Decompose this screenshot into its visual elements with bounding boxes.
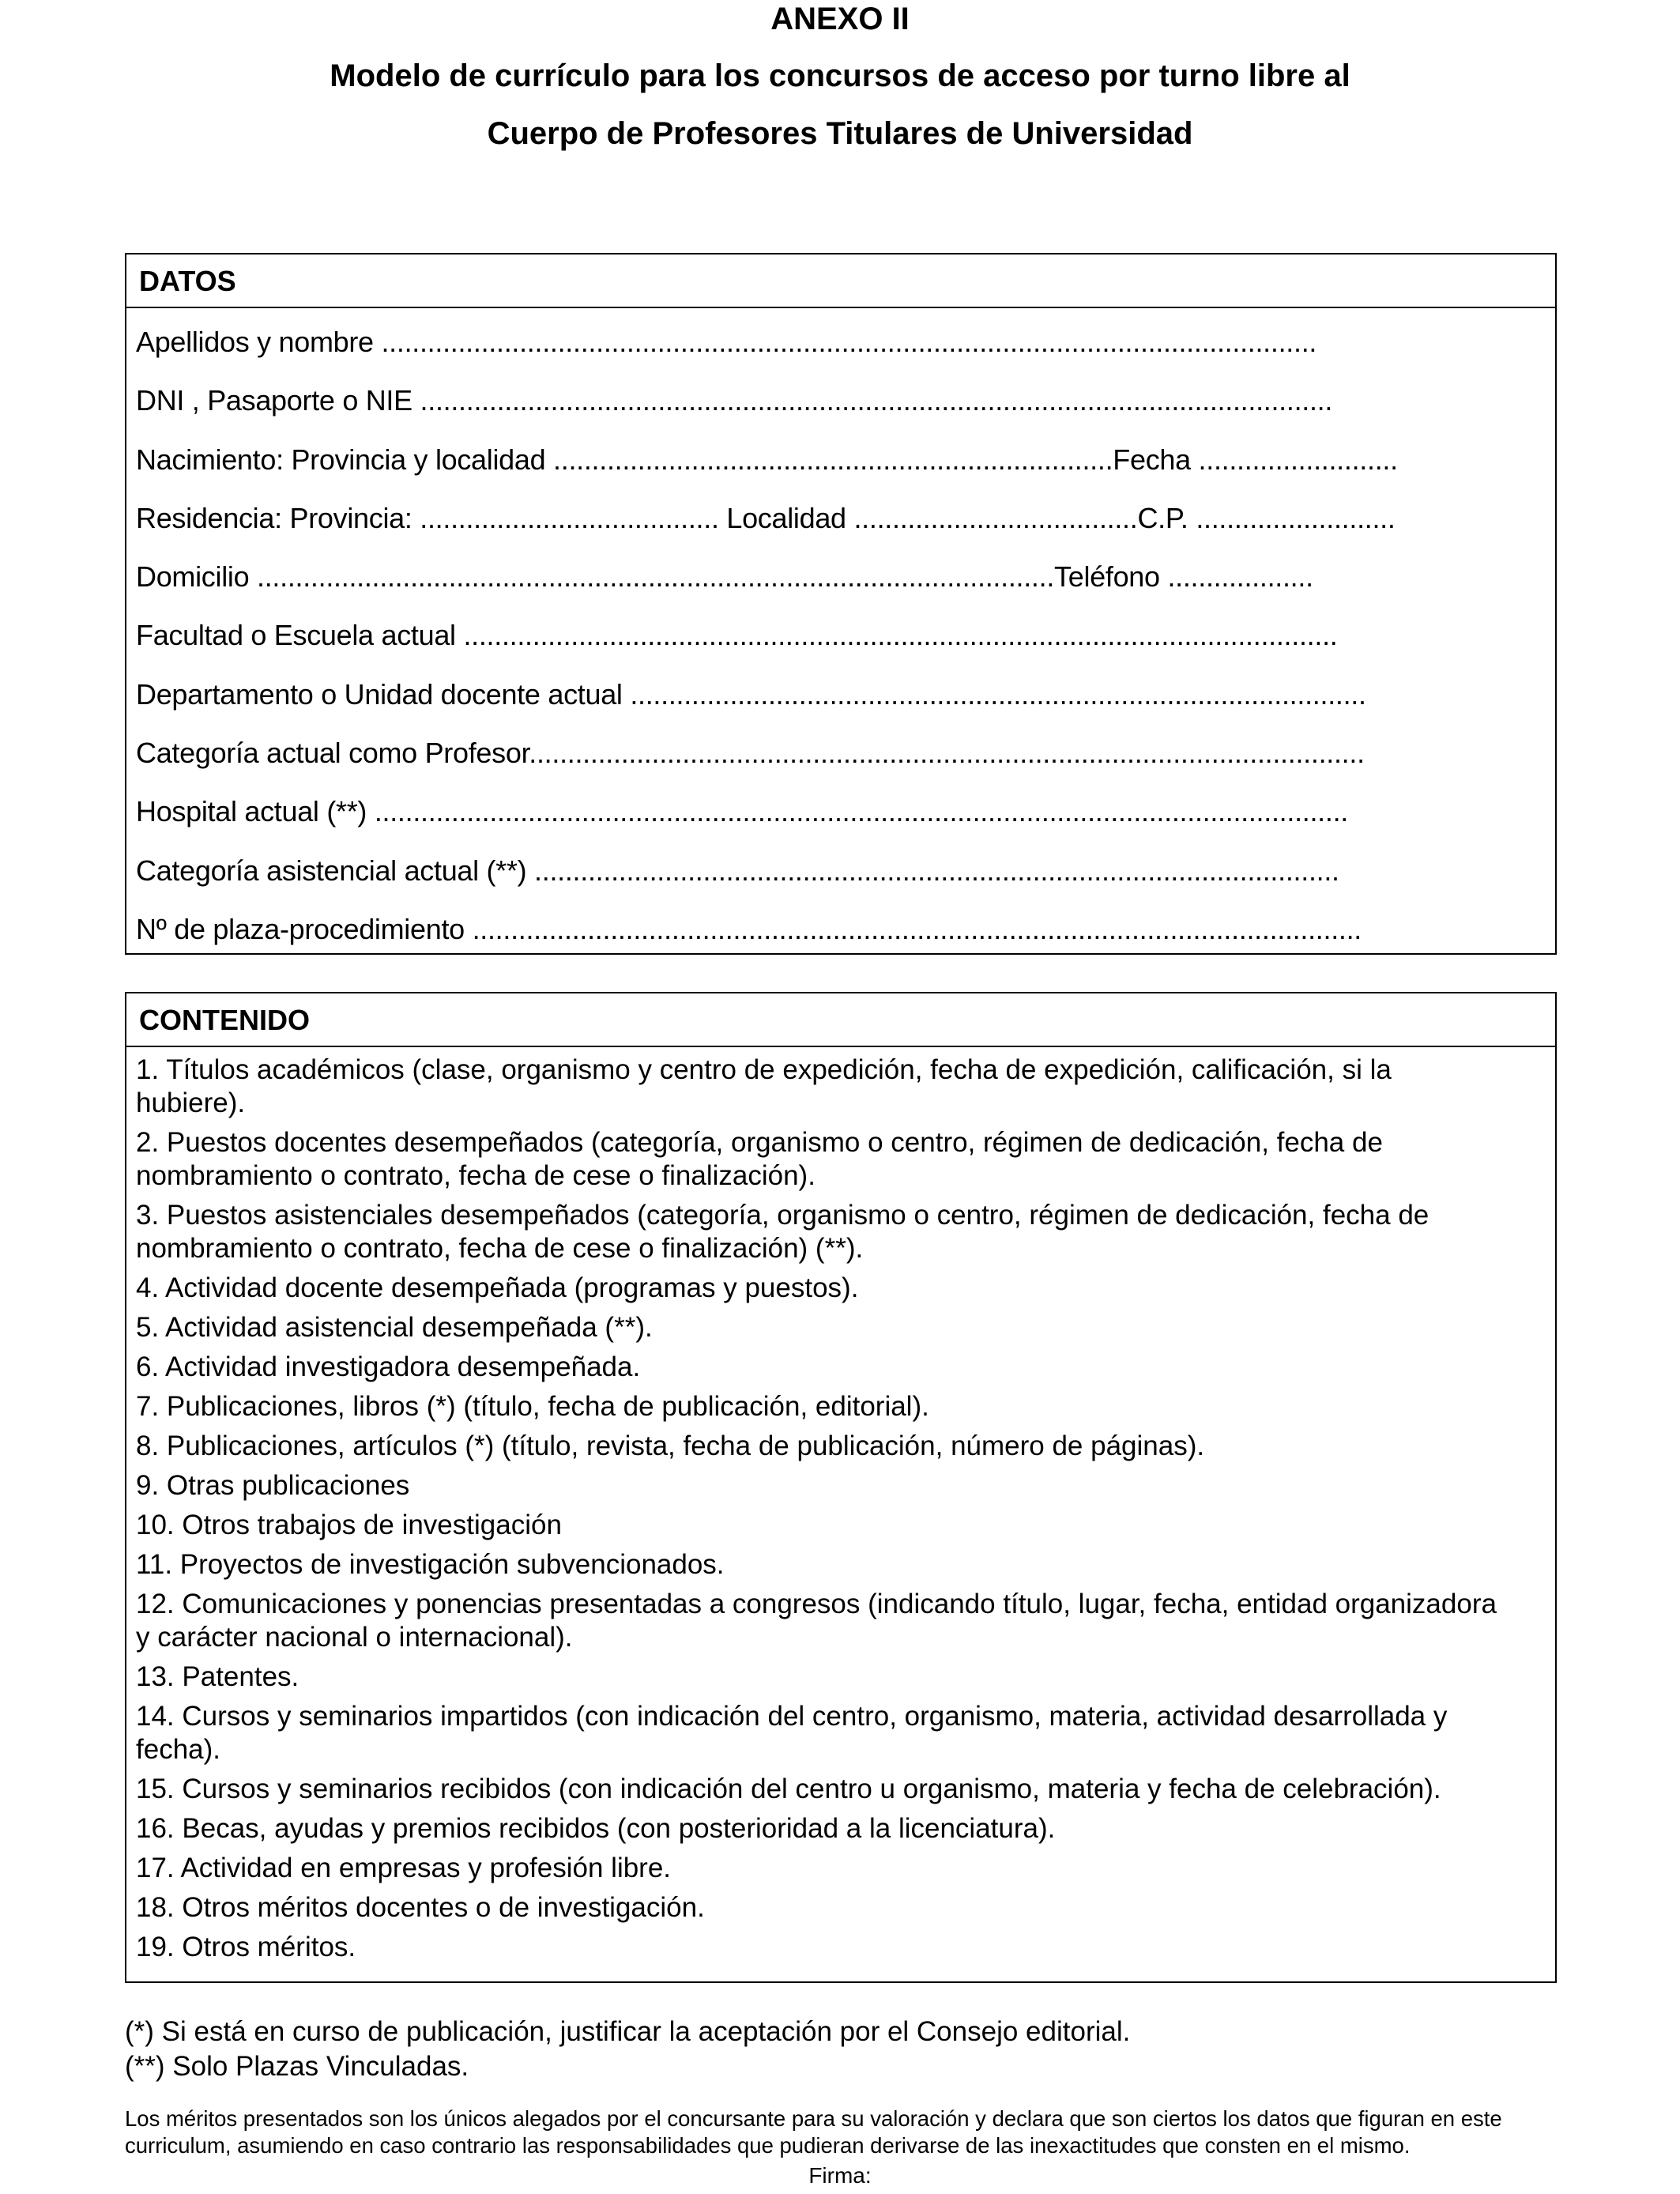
signature-label: Firma: — [808, 2163, 872, 2188]
document-title-line-1: Modelo de currículo para los concursos de acceso por turno libre al — [330, 58, 1350, 93]
datos-fields — [126, 313, 1555, 959]
footnote-publication: (*) Si está en curso de publicación, justificar la aceptación por el Consejo editorial. — [125, 2016, 1131, 2047]
field-apellidos-nombre[interactable]: Apellidos y nombre .......................................................................................................................... — [136, 326, 1317, 358]
list-item: 5. Actividad asistencial desempeñada (**). — [136, 1312, 653, 1343]
list-item: 14. Cursos y seminarios impartidos (con indicación del centro, organismo, materia, actividad desarrollada y fecha). — [136, 1701, 1448, 1765]
list-item: 16. Becas, ayudas y premios recibidos (con posterioridad a la licenciatura). — [136, 1813, 1056, 1844]
list-item: 9. Otras publicaciones — [136, 1470, 410, 1501]
list-item: 3. Puestos asistenciales desempeñados (categoría, organismo o centro, régimen de dedicación, fecha de nombramiento o contrato, fecha de cese o finalización) (**). — [136, 1200, 1430, 1264]
list-item: 12. Comunicaciones y ponencias presentadas a congresos (indicando título, lugar, fecha, entidad organizadora y carácter nacional o internacional). — [136, 1589, 1497, 1653]
footnote-vinculadas: (**) Solo Plazas Vinculadas. — [125, 2051, 469, 2082]
datos-heading: DATOS — [126, 254, 1555, 308]
field-facultad-escuela[interactable]: Facultad o Escuela actual .................................................................................................................. — [136, 619, 1338, 652]
list-item: 11. Proyectos de investigación subvencionados. — [136, 1549, 725, 1580]
field-plaza-procedimiento[interactable]: Nº de plaza-procedimiento .................................................................................................................... — [136, 912, 1362, 945]
field-domicilio-telefono[interactable]: Domicilio ........................................................................................................Teléfono ................... — [136, 560, 1313, 594]
list-item: 2. Puestos docentes desempeñados (categoría, organismo o centro, régimen de dedicación, fecha de nombramiento o contrato, fecha de cese o finalización). — [136, 1127, 1383, 1191]
document-title-line-2: Cuerpo de Profesores Titulares de Universidad — [487, 116, 1193, 151]
list-item: 18. Otros méritos docentes o de investigación. — [136, 1892, 705, 1923]
field-dni-pasaporte-nie[interactable]: DNI , Pasaporte o NIE ....................................................................................................................... — [136, 384, 1333, 417]
list-item: 7. Publicaciones, libros (*) (título, fecha de publicación, editorial). — [136, 1391, 929, 1422]
field-categoria-profesor[interactable]: Categoría actual como Profesor............................................................................................................. — [136, 737, 1365, 770]
field-hospital-actual[interactable]: Hospital actual (**) ............................................................................................................................... — [136, 795, 1348, 828]
field-categoria-asistencial[interactable]: Categoría asistencial actual (**) ......................................................................................................... — [136, 854, 1339, 887]
contenido-section — [125, 992, 1557, 1983]
list-item: 19. Otros méritos. — [136, 1932, 356, 1962]
field-nacimiento[interactable]: Nacimiento: Provincia y localidad .........................................................................Fecha .......................... — [136, 443, 1398, 476]
contenido-heading: CONTENIDO — [126, 993, 1555, 1047]
list-item: 6. Actividad investigadora desempeñada. — [136, 1351, 641, 1382]
datos-section — [125, 253, 1557, 955]
annex-title: ANEXO II — [770, 2, 910, 36]
list-item: 17. Actividad en empresas y profesión libre. — [136, 1853, 672, 1883]
list-item: 13. Patentes. — [136, 1661, 299, 1692]
declaration-text: Los méritos presentados son los únicos alegados por el concursante para su valoración y declara que son ciertos los datos que figuran en este curriculum, asumiendo en caso contrario las responsabilidades que pudieran derivarse de las inexactitudes que consten en el mismo. — [125, 2106, 1502, 2158]
list-item: 8. Publicaciones, artículos (*) (título, revista, fecha de publicación, número de páginas). — [136, 1431, 1205, 1461]
list-item: 4. Actividad docente desempeñada (programas y puestos). — [136, 1272, 859, 1303]
field-departamento[interactable]: Departamento o Unidad docente actual ................................................................................................ — [136, 677, 1366, 711]
list-item: 10. Otros trabajos de investigación — [136, 1510, 562, 1540]
list-item: 1. Títulos académicos (clase, organismo y centro de expedición, fecha de expedición, calificación, si la hubiere). — [136, 1054, 1392, 1118]
field-residencia[interactable]: Residencia: Provincia: ....................................... Localidad .....................................C.P. .......................... — [136, 501, 1396, 534]
contenido-list — [126, 1047, 1555, 1964]
list-item: 15. Cursos y seminarios recibidos (con indicación del centro u organismo, materia y fecha de celebración). — [136, 1774, 1441, 1804]
